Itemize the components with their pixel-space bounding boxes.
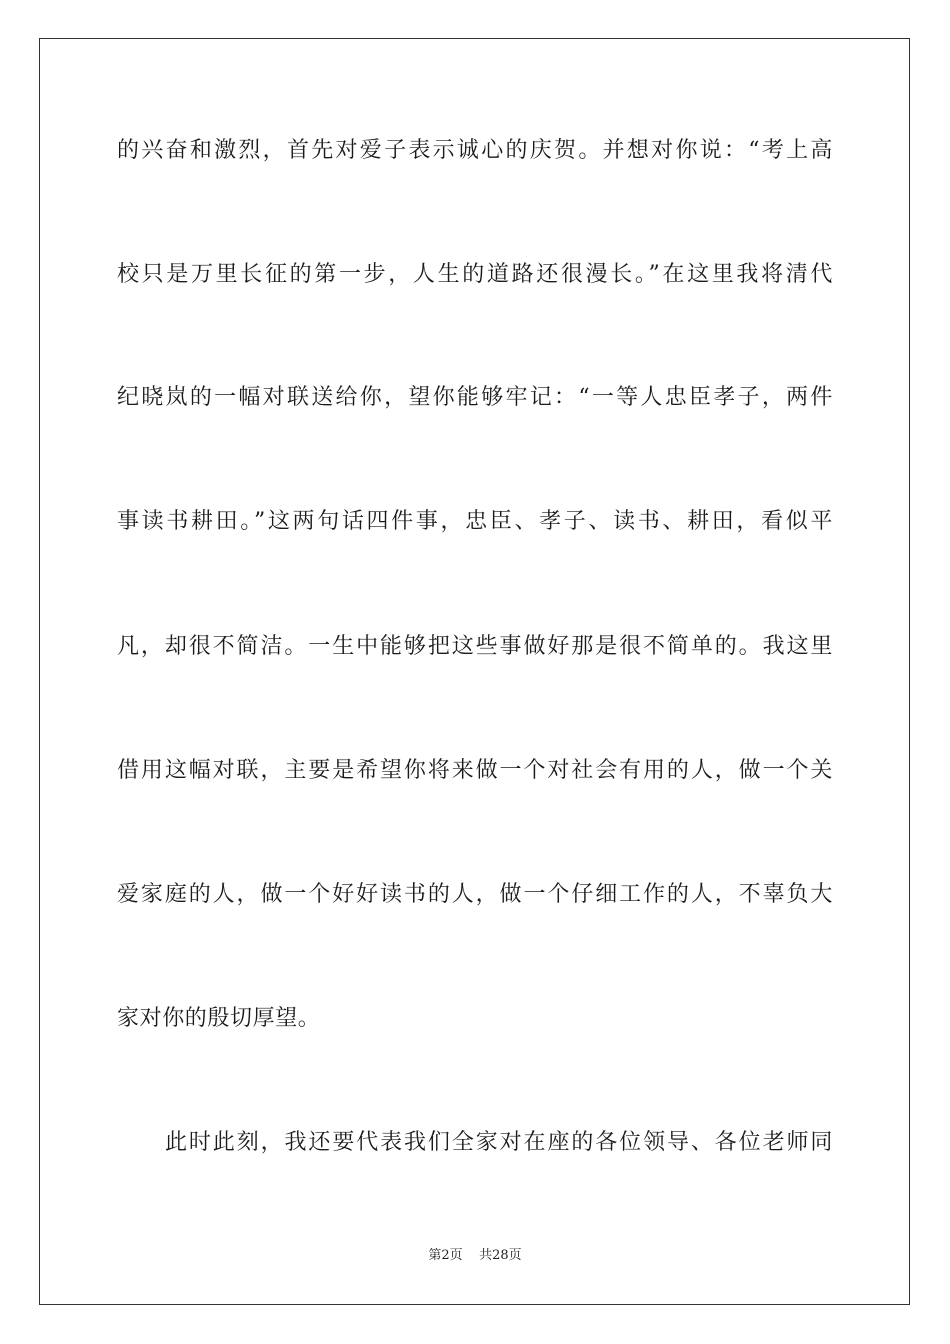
body-text-line: 纪晓岚的一幅对联送给你，望你能够牢记：“一等人忠臣孝子，两件 [117, 385, 833, 410]
body-text-line: 的兴奋和激烈，首先对爱子表示诚心的庆贺。并想对你说：“考上高 [117, 138, 833, 163]
page-number: 第2页 [428, 1248, 463, 1263]
body-text-line: 爱家庭的人，做一个好好读书的人，做一个仔细工作的人，不辜负大 [117, 882, 833, 907]
page-footer [0, 1247, 950, 1265]
page-frame [39, 38, 910, 1305]
body-text-line: 借用这幅对联，主要是希望你将来做一个对社会有用的人，做一个关 [117, 758, 833, 783]
body-text-line: 校只是万里长征的第一步，人生的道路还很漫长。”在这里我将清代 [117, 262, 833, 287]
page-total: 共28页 [479, 1248, 522, 1263]
body-text-line: 事读书耕田。”这两句话四件事，忠臣、孝子、读书、耕田，看似平 [117, 509, 833, 534]
body-text-line: 家对你的殷切厚望。 [117, 1006, 321, 1031]
paragraph-first-line: 此时此刻，我还要代表我们全家对在座的各位领导、各位老师同 [165, 1130, 833, 1155]
body-text-line: 凡，却很不简洁。一生中能够把这些事做好那是很不简单的。我这里 [117, 634, 833, 659]
